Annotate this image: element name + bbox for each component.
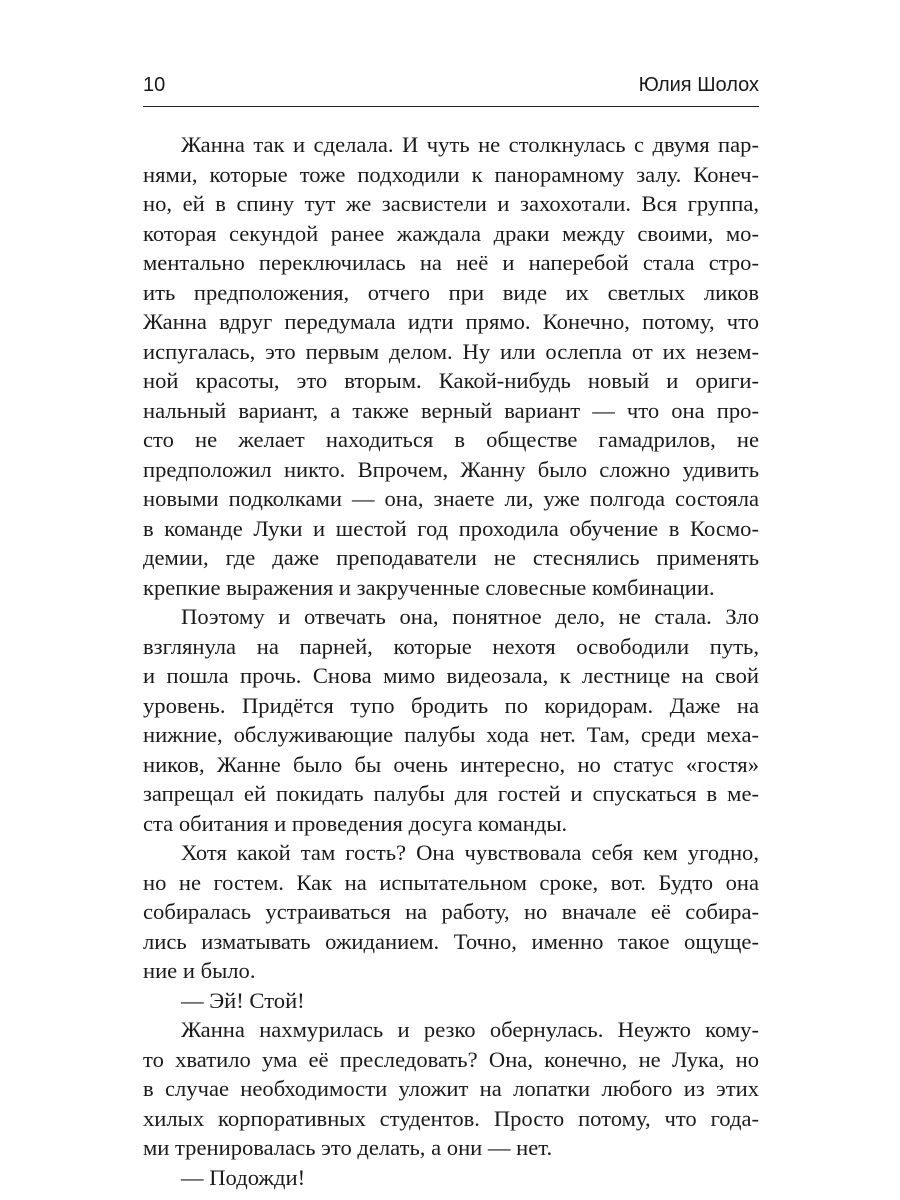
text-line: — Эй! Стой! (181, 987, 305, 1013)
text-line: Жанна нахмурилась и резко обернулась. Неужто кому- (181, 1017, 759, 1042)
text-line: Жанна вдруг передумала идти прямо. Конечно, потому, что (143, 309, 759, 334)
text-line: ментально переключилась на неё и наперебой стала стро- (143, 250, 759, 275)
text-line: ста обитания и проведения досуга команды. (143, 810, 568, 836)
text-line: новыми подколками — она, знаете ли, уже полгода состояла (143, 486, 759, 511)
text-line: Хотя какой там гость? Она чувствовала себя кем угодно, (181, 840, 759, 865)
text-line: но, ей в спину тут же засвистели и захохотали. Вся группа, (143, 191, 759, 216)
text-line: собиралась устраиваться на работу, но вначале её собира- (143, 899, 759, 924)
text-line: предположил никто. Впрочем, Жанну было сложно удивить (143, 456, 759, 482)
text-line: то хватило ума её преследовать? Она, конечно, не Лука, но (143, 1046, 759, 1072)
text-line: ить предположения, отчего при виде их светлых ликов (143, 279, 759, 305)
text-line: хилых корпоративных студентов. Просто потому, что года- (143, 1105, 759, 1131)
text-line: в команде Луки и шестой год проходила обучение в Космо- (143, 515, 759, 541)
text-line: которая секундой ранее жаждала драки между своими, мо- (143, 220, 759, 246)
text-line: Жанна так и сделала. И чуть не столкнулась с двумя пар- (181, 132, 759, 157)
text-line: демии, где даже преподаватели не стеснялись применять (143, 545, 759, 570)
text-line: крепкие выражения и закрученные словесные комбинации. (143, 574, 715, 600)
page-number: 10 (143, 74, 166, 96)
text-line: нижние, обслуживающие палубы хода нет. Там, среди меха- (143, 722, 759, 747)
text-line: нальный вариант, а также верный вариант — что она про- (143, 397, 759, 423)
text-line: лись изматывать ожиданием. Точно, именно такое ощуще- (143, 928, 759, 954)
running-head-author: Юлия Шолох (638, 74, 759, 96)
text-line: — Подожди! (181, 1164, 306, 1190)
text-line: ников, Жанне было бы очень интересно, но статус «гостя» (143, 751, 759, 777)
text-line: уровень. Придётся тупо бродить по коридорам. Даже на (143, 692, 759, 718)
text-line: нями, которые тоже подходили к панорамному залу. Конеч- (143, 161, 759, 187)
text-line: в случае необходимости уложит на лопатки любого из этих (143, 1076, 759, 1101)
text-line: Поэтому и отвечать она, понятное дело, не стала. Зло (181, 604, 759, 629)
text-line: но не гостем. Как на испытательном сроке, вот. Будто она (143, 869, 759, 895)
text-line: испугалась, это первым делом. Ну или ослепла от их незем- (143, 338, 759, 364)
text-line: ми тренировалась это делать, а они — нет. (143, 1135, 553, 1160)
text-line: ной красоты, это вторым. Какой-нибудь новый и ориги- (143, 368, 759, 393)
text-line: взглянула на парней, которые нехотя освободили путь, (143, 633, 759, 659)
body-text (143, 130, 759, 1192)
page-header (143, 74, 759, 107)
text-line: сто не желает находиться в обществе гамадрилов, не (143, 427, 759, 452)
text-line: ние и было. (143, 958, 256, 983)
text-line: запрещал ей покидать палубы для гостей и спускаться в ме- (143, 781, 759, 806)
text-line: и пошла прочь. Снова мимо видеозала, к лестнице на свой (143, 663, 759, 688)
